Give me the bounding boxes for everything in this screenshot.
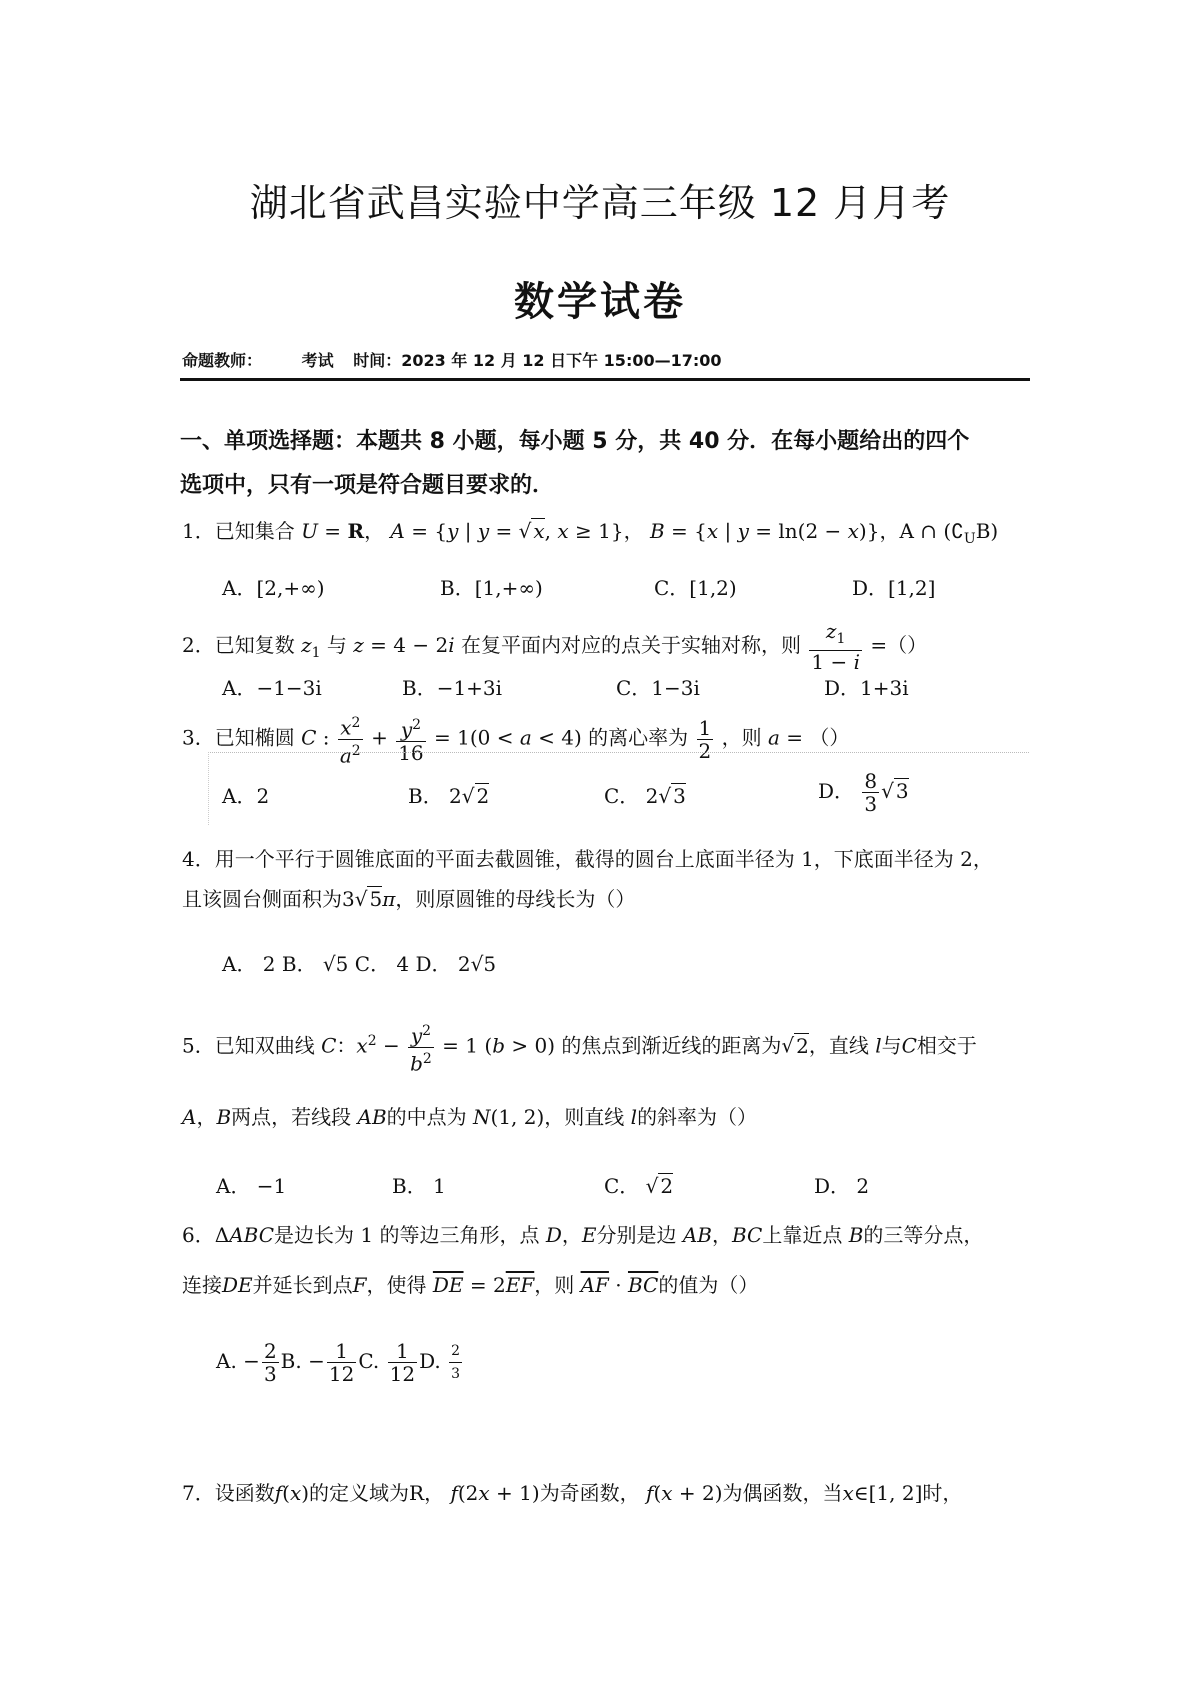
q6-option-a: A. xyxy=(216,1349,237,1373)
section-heading-line1: 一、单项选择题：本题共 8 小题，每小题 5 分，共 40 分．在每小题给出的四个 xyxy=(180,429,970,454)
q5-text3: 与 xyxy=(881,1033,902,1058)
question-3: 3．已知椭圆 C : $\frac{x^2}{a^2}$ + $\frac{y^2}{16}$ = 1(0 < a < 4) 的离心率为 $\frac{1}{2}$ ，则 a = （） xyxy=(182,712,849,766)
question-6-line2: 连接DE并延长到点F，使得 $\overline{DE} = 2\overline{EF}$，则 $\overline{AF} \cdot \overline{BC}$的值为（） xyxy=(182,1273,759,1297)
q1-option-b: B．[1,+∞) xyxy=(440,576,543,600)
q2-option-c: C．1−3i xyxy=(616,676,700,700)
exam-label: 考试 xyxy=(301,351,334,370)
exam-subtitle: 数学试卷 xyxy=(514,279,686,325)
q2-text1: 与 xyxy=(326,633,347,657)
question-4-line2: 且该圆台侧面积为3√ 5π，则原圆锥的母线长为（） xyxy=(182,887,636,911)
q5-option-a: A． −1 xyxy=(216,1174,287,1198)
q6-line2c: ，使得 xyxy=(366,1273,427,1297)
q6-option-b: B. xyxy=(280,1349,302,1373)
q5-line2c: ，则直线 xyxy=(544,1105,625,1129)
question-2: 2．已知复数 $z_1$ 与 z = 4 − 2i 在复平面内对应的点关于实轴对称，则 $\frac{z_1}{1 - i}$ =（） xyxy=(182,619,928,674)
q1-option-d: D．[1,2] xyxy=(852,576,936,600)
q7-f: 时， xyxy=(922,1481,963,1505)
q5-stem: 5．已知双曲线 xyxy=(182,1033,315,1058)
question-4-line1: 4．用一个平行于圆锥底面的平面去截圆锥，截得的圆台上底面半径为 1，下底面半径为 2， xyxy=(182,847,993,871)
q3-option-b-label: B． xyxy=(408,784,443,808)
q6-line2b: 并延长到点 xyxy=(252,1273,353,1297)
q6-line2e: 的值为（） xyxy=(658,1273,759,1297)
q3-option-c-label: C． xyxy=(604,784,640,808)
q6-options: A. − $\frac{2}{3}$ B. − $\frac{1}{12}$ C. $\frac{1}{12}$ D. $\frac{2}{3}$ xyxy=(216,1339,461,1386)
time-label: 时间：2023 年 12 月 12 日下午 15:00—17:00 xyxy=(353,351,722,370)
section-heading-line2: 选项中，只有一项是符合题目要求的． xyxy=(180,473,555,498)
q6-line1c: 分别是边 xyxy=(596,1223,677,1247)
q6-option-c: C. xyxy=(358,1349,380,1373)
q7-stem: 7．设函数 xyxy=(182,1481,275,1505)
exam-title: 湖北省武昌实验中学高三年级 12 月月考 xyxy=(249,181,951,225)
q2-fraction: $\frac{z_1}{1 - i}$ xyxy=(811,619,860,674)
q6-line1e: 的三等分点， xyxy=(863,1223,984,1247)
question-5-line1: 5．已知双曲线 C：$x^2$ − $\frac{y^2}{b^2}$ = 1 (b > 0) 的焦点到渐近线的距离为√ 2，直线 l与C相交于 xyxy=(182,1020,977,1074)
q5-line2b: 的中点为 xyxy=(386,1105,467,1129)
q5-text1: 的焦点到渐近线的距离为 xyxy=(561,1033,782,1058)
question-6-line1: 6．ΔABC是边长为 1 的等边三角形，点 D，E分别是边 AB，BC上靠近点 B的三等分点， xyxy=(182,1223,984,1247)
q2-option-a: A．−1−3i xyxy=(222,676,322,700)
q3-option-d: D． $\frac{8}{3}$ √ 3 xyxy=(818,769,909,816)
q6-option-d: D. xyxy=(419,1349,441,1373)
q5-text2: ，直线 xyxy=(808,1033,869,1058)
q1-stem: 1．已知集合 xyxy=(182,519,295,543)
section-heading xyxy=(180,420,1040,508)
q2-option-b: B．−1+3i xyxy=(402,676,503,700)
q3-option-d-label: D． xyxy=(818,779,855,803)
question-1: 1．已知集合 U = R， A = {y | y = √ x, x ≥ 1}， B = {x | y = ln(2 − x)}，A ∩ $(∁_UB)$ xyxy=(182,519,999,547)
q5-option-d: D． 2 xyxy=(814,1174,870,1198)
q3-tail: （） xyxy=(809,725,850,750)
q5-line2d: 的斜率为（） xyxy=(637,1105,758,1129)
question-7: 7．设函数f(x)的定义域为R， f(2x + 1)为奇函数， f(x + 2)为偶函数，当x∈[1, 2]时， xyxy=(182,1481,963,1505)
q5-option-c-label: C． xyxy=(604,1174,646,1198)
q2-option-d: D．1+3i xyxy=(824,676,909,700)
q6-line2a: 连接 xyxy=(182,1273,222,1297)
q1-option-c: C．[1,2) xyxy=(654,576,737,600)
q3-text2: ，则 xyxy=(721,725,762,750)
q7-b: 的定义域为 xyxy=(309,1481,410,1505)
q4-options: A． 2 B． √5 C． 4 D． 2√5 xyxy=(222,952,497,976)
q6-line1b: 是边长为 1 的等边三角形，点 xyxy=(274,1223,540,1247)
exam-meta xyxy=(182,348,736,371)
q5-option-c: C． √ 2 xyxy=(604,1174,674,1198)
q6-line1d: 上靠近点 xyxy=(762,1223,843,1247)
q7-d: 为奇函数， xyxy=(539,1481,640,1505)
q2-stem: 2．已知复数 xyxy=(182,633,295,657)
question-5-line2: A，B两点，若线段 AB的中点为 N(1, 2)，则直线 l的斜率为（） xyxy=(182,1105,758,1129)
q3-text1: 的离心率为 xyxy=(588,725,689,750)
q5-line2a: 两点，若线段 xyxy=(231,1105,352,1129)
author-label: 命题教师： xyxy=(182,351,263,370)
q2-text2: 在复平面内对应的点关于实轴对称，则 xyxy=(461,633,801,657)
q3-stem: 3．已知椭圆 xyxy=(182,725,295,750)
q4-line2a: 且该圆台侧面积为 xyxy=(182,887,342,911)
q3-option-a: A．2 xyxy=(222,784,270,808)
q6-line2d: ，则 xyxy=(534,1273,575,1297)
header-divider xyxy=(180,378,1030,381)
q7-e: 为偶函数，当 xyxy=(722,1481,843,1505)
q1-option-a: A．[2,+∞) xyxy=(222,576,325,600)
q3-option-c: C． 2√ 3 xyxy=(604,784,686,808)
q2-tail: =（） xyxy=(870,633,928,657)
q6-num: 6． xyxy=(182,1223,215,1247)
q7-c: ， xyxy=(424,1481,445,1505)
q5-option-b: B． 1 xyxy=(392,1174,446,1198)
q5-text4: 相交于 xyxy=(916,1033,977,1058)
q4-line2b: ，则原圆锥的母线长为（） xyxy=(395,887,636,911)
q3-option-b: B． 2√ 2 xyxy=(408,784,490,808)
